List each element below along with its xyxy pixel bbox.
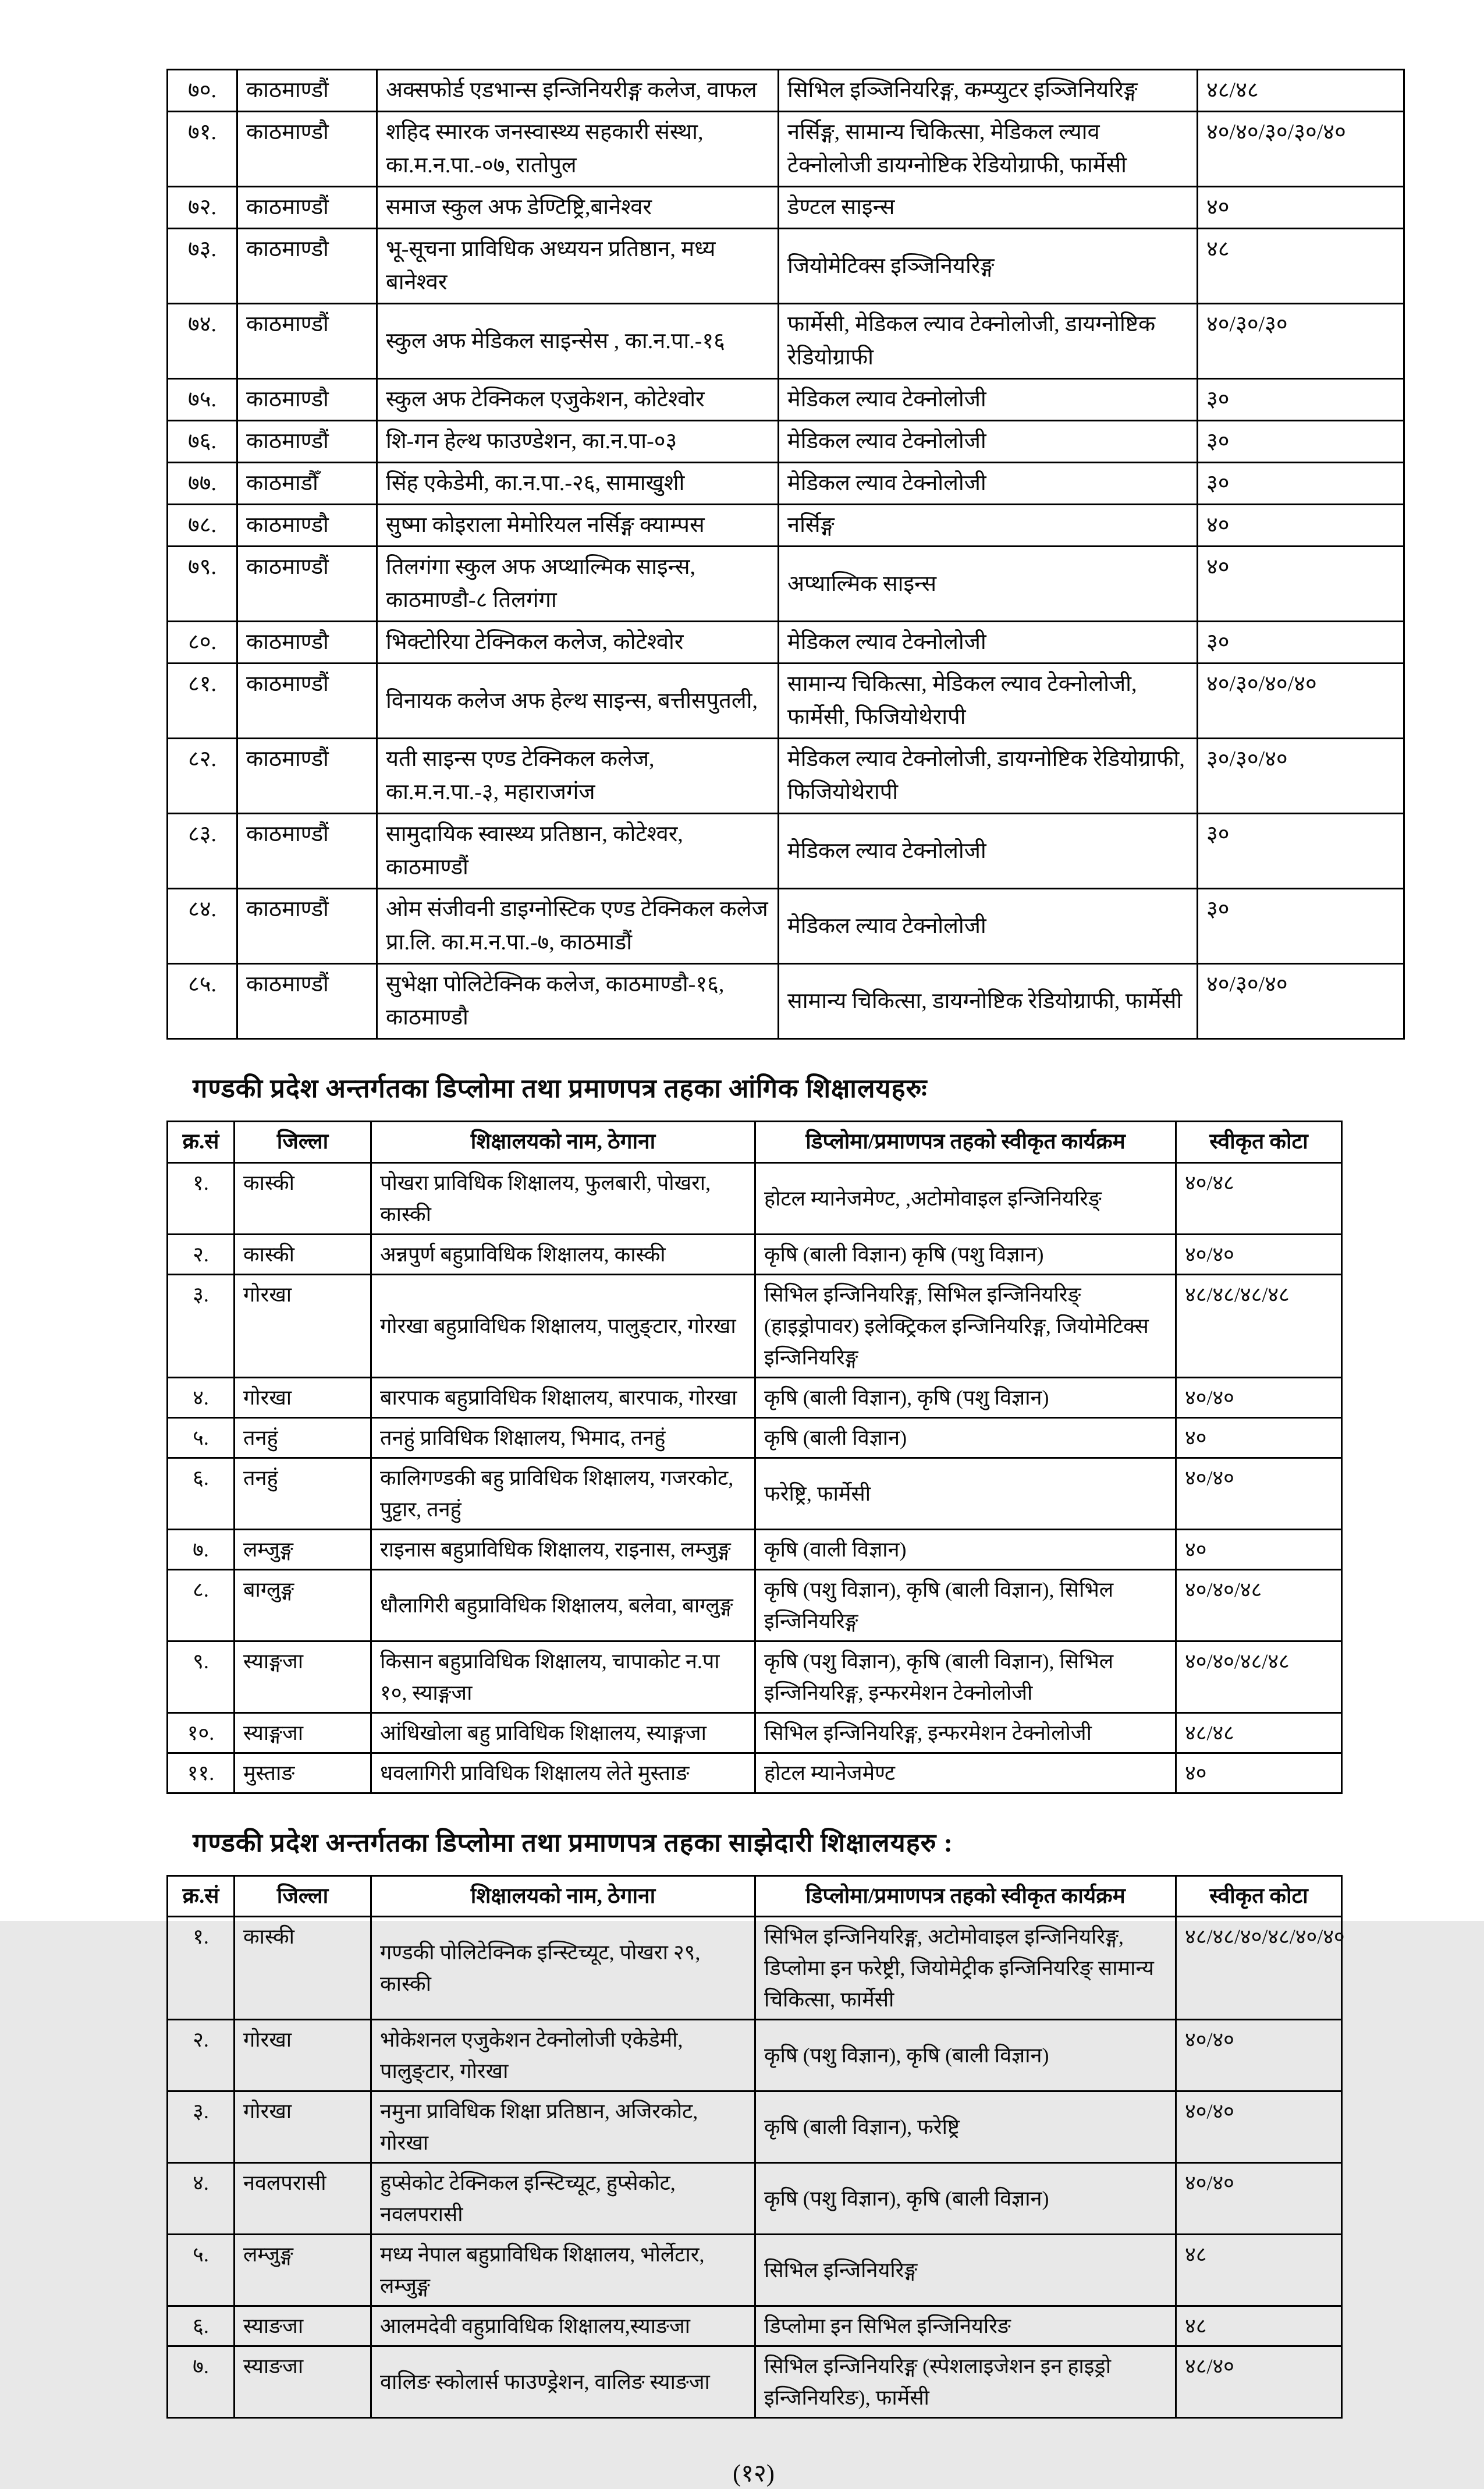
table-row	[168, 379, 1404, 421]
school-name-cell: शि-गन हेल्थ फाउण्डेशन, का.न.पा-०३	[377, 421, 779, 463]
programs-cell: कृषि (पशु विज्ञान), कृषि (बाली विज्ञान)	[755, 2163, 1176, 2235]
programs-cell: कृषि (पशु विज्ञान), कृषि (बाली विज्ञान), सिभिल इन्जिनियरिङ्ग, इन्फरमेशन टेक्नोलोजी	[755, 1641, 1176, 1712]
programs-cell: कृषि (बाली विज्ञान), कृषि (पशु विज्ञान)	[755, 1377, 1176, 1417]
programs-cell: मेडिकल ल्याव टेक्नोलोजी	[779, 889, 1198, 964]
table-row	[168, 1917, 1342, 2020]
serial-number-cell: ७४.	[168, 304, 237, 379]
quota-cell: ४०/४०/४८/४८	[1176, 1641, 1342, 1712]
district-cell: काठमाण्डौं	[237, 664, 377, 739]
programs-cell: नर्सिङ्ग, सामान्य चिकित्सा, मेडिकल ल्याव टेक्नोलोजी डायग्नोष्टिक रेडियोग्राफी, फार्मेसी	[779, 112, 1198, 187]
serial-number-cell: ६.	[168, 2306, 235, 2346]
header-district: जिल्ला	[235, 1122, 371, 1163]
table-row	[168, 70, 1404, 112]
header-approved-programs: डिप्लोमा/प्रमाणपत्र तहको स्वीकृत कार्यक्रम	[755, 1875, 1176, 1917]
serial-number-cell: ७३.	[168, 229, 237, 304]
table-row	[168, 547, 1404, 622]
quota-cell: ४०/४०	[1176, 2163, 1342, 2235]
district-cell: काठमाण्डौं	[237, 964, 377, 1039]
header-approved-quota: स्वीकृत कोटा	[1176, 1122, 1342, 1163]
district-cell: काठमाडौँ	[237, 463, 377, 505]
school-name-cell: ओम संजीवनी डाइग्नोस्टिक एण्ड टेक्निकल कलेज प्रा.लि. का.म.न.पा.-७, काठमाडौं	[377, 889, 779, 964]
quota-cell: ४०	[1198, 547, 1404, 622]
serial-number-cell: ६.	[168, 1458, 235, 1529]
quota-cell: ३०	[1198, 814, 1404, 889]
programs-cell: कृषि (बाली विज्ञान) कृषि (पशु विज्ञान)	[755, 1234, 1176, 1274]
school-name-cell: विनायक कलेज अफ हेल्थ साइन्स, बत्तीसपुतली,	[377, 664, 779, 739]
school-name-cell: धवलागिरी प्राविधिक शिक्षालय लेते मुस्ताङ	[371, 1753, 755, 1793]
programs-cell: मेडिकल ल्याव टेक्नोलोजी	[779, 622, 1198, 664]
programs-cell: कृषि (बाली विज्ञान)	[755, 1417, 1176, 1458]
quota-cell: ४०	[1198, 187, 1404, 229]
serial-number-cell: २.	[168, 1234, 235, 1274]
programs-cell: कृषि (पशु विज्ञान), कृषि (बाली विज्ञान)	[755, 2020, 1176, 2091]
table-row	[168, 1712, 1342, 1753]
serial-number-cell: ७.	[168, 1529, 235, 1569]
programs-cell: मेडिकल ल्याव टेक्नोलोजी	[779, 463, 1198, 505]
district-cell: काठमाण्डौ	[237, 229, 377, 304]
header-district: जिल्ला	[235, 1875, 371, 1917]
serial-number-cell: ५.	[168, 2235, 235, 2306]
quota-cell: ४८/४०	[1176, 2346, 1342, 2418]
table-row	[168, 1569, 1342, 1641]
school-name-cell: तनहुं प्राविधिक शिक्षालय, भिमाद, तनहुं	[371, 1417, 755, 1458]
programs-cell: डेण्टल साइन्स	[779, 187, 1198, 229]
district-cell: कास्की	[235, 1162, 371, 1234]
school-name-cell: बारपाक बहुप्राविधिक शिक्षालय, बारपाक, गोरखा	[371, 1377, 755, 1417]
serial-number-cell: ७९.	[168, 547, 237, 622]
programs-cell: मेडिकल ल्याव टेक्नोलोजी	[779, 421, 1198, 463]
programs-cell: फार्मेसी, मेडिकल ल्याव टेक्नोलोजी, डायग्नोष्टिक रेडियोग्राफी	[779, 304, 1198, 379]
header-serial-number: क्र.सं	[168, 1875, 235, 1917]
quota-cell: ४०	[1176, 1753, 1342, 1793]
table-row	[168, 664, 1404, 739]
serial-number-cell: ७१.	[168, 112, 237, 187]
header-approved-programs: डिप्लोमा/प्रमाणपत्र तहको स्वीकृत कार्यक्रम	[755, 1122, 1176, 1163]
programs-cell: होटल म्यानेजमेण्ट, ,अटोमोवाइल इन्जिनियरिङ्	[755, 1162, 1176, 1234]
programs-cell: मेडिकल ल्याव टेक्नोलोजी	[779, 814, 1198, 889]
school-name-cell: स्कुल अफ मेडिकल साइन्सेस , का.न.पा.-१६	[377, 304, 779, 379]
serial-number-cell: ४.	[168, 2163, 235, 2235]
school-name-cell: भोकेशनल एजुकेशन टेक्नोलोजी एकेडेमी, पालुङ्टार, गोरखा	[371, 2020, 755, 2091]
programs-cell: मेडिकल ल्याव टेक्नोलोजी, डायग्नोष्टिक रेडियोग्राफी, फिजियोथेरापी	[779, 739, 1198, 814]
serial-number-cell: ४.	[168, 1377, 235, 1417]
programs-cell: सिभिल इन्जिनियरिङ्ग (स्पेशलाइजेशन इन हाइड्रो इन्जिनियरिङ), फार्मेसी	[755, 2346, 1176, 2418]
programs-cell: अप्थाल्मिक साइन्स	[779, 547, 1198, 622]
quota-cell: ४०/४०	[1176, 1377, 1342, 1417]
programs-cell: सामान्य चिकित्सा, डायग्नोष्टिक रेडियोग्राफी, फार्मेसी	[779, 964, 1198, 1039]
programs-cell: कृषि (पशु विज्ञान), कृषि (बाली विज्ञान), सिभिल इन्जिनियरिङ्ग	[755, 1569, 1176, 1641]
programs-cell: सिभिल इन्जिनियरिङ्ग, इन्फरमेशन टेक्नोलोजी	[755, 1712, 1176, 1753]
district-cell: काठमाण्डौ	[237, 622, 377, 664]
school-name-cell: पोखरा प्राविधिक शिक्षालय, फुलबारी, पोखरा, कास्की	[371, 1162, 755, 1234]
serial-number-cell: ७०.	[168, 70, 237, 112]
school-name-cell: यती साइन्स एण्ड टेक्निकल कलेज, का.म.न.पा.-३, महाराजगंज	[377, 739, 779, 814]
table-row	[168, 889, 1404, 964]
table-row	[168, 1377, 1342, 1417]
quota-cell: ४८/४८	[1198, 70, 1404, 112]
school-name-cell: वालिङ स्कोलार्स फाउण्ड्रेशन, वालिङ स्याङजा	[371, 2346, 755, 2418]
district-cell: तनहुं	[235, 1458, 371, 1529]
school-name-cell: धौलागिरी बहुप्राविधिक शिक्षालय, बलेवा, बाग्लुङ्ग	[371, 1569, 755, 1641]
serial-number-cell: ८४.	[168, 889, 237, 964]
programs-cell: सिभिल इन्जिनियरिङ्ग, अटोमोवाइल इन्जिनियरिङ्ग, डिप्लोमा इन फरेष्ट्री, जियोमेट्रीक इन्जिनियरिङ् सामान्य चिकित्सा, फार्मेसी	[755, 1917, 1176, 2020]
school-name-cell: किसान बहुप्राविधिक शिक्षालय, चापाकोट न.पा १०, स्याङ्गजा	[371, 1641, 755, 1712]
district-cell: स्याङजा	[235, 2346, 371, 2418]
serial-number-cell: १.	[168, 1162, 235, 1234]
school-name-cell: कालिगण्डकी बहु प्राविधिक शिक्षालय, गजरकोट, पुट्टार, तनहुं	[371, 1458, 755, 1529]
quota-cell: ३०	[1198, 379, 1404, 421]
district-cell: काठमाण्डौं	[237, 187, 377, 229]
serial-number-cell: ८३.	[168, 814, 237, 889]
organic-schools-table	[166, 1121, 1343, 1794]
quota-cell: ४८/४८/४८/४८	[1176, 1274, 1342, 1377]
programs-cell: कृषि (वाली विज्ञान)	[755, 1529, 1176, 1569]
district-cell: स्याङ्गजा	[235, 1712, 371, 1753]
table-row	[168, 1234, 1342, 1274]
serial-number-cell: ७२.	[168, 187, 237, 229]
school-name-cell: समाज स्कुल अफ डेण्टिष्ट्रि,बानेश्वर	[377, 187, 779, 229]
district-cell: काठमाण्डौं	[237, 70, 377, 112]
table-row	[168, 739, 1404, 814]
table-row	[168, 463, 1404, 505]
school-name-cell: स्कुल अफ टेक्निकल एजुकेशन, कोटेश्वोर	[377, 379, 779, 421]
table-row	[168, 1417, 1342, 1458]
serial-number-cell: ८२.	[168, 739, 237, 814]
district-cell: नवलपरासी	[235, 2163, 371, 2235]
district-cell: लम्जुङ्ग	[235, 1529, 371, 1569]
table-row	[168, 1641, 1342, 1712]
quota-cell: ३०	[1198, 421, 1404, 463]
serial-number-cell: ३.	[168, 1274, 235, 1377]
serial-number-cell: ८१.	[168, 664, 237, 739]
district-cell: काठमाण्डौ	[237, 379, 377, 421]
serial-number-cell: ७.	[168, 2346, 235, 2418]
programs-cell: मेडिकल ल्याव टेक्नोलोजी	[779, 379, 1198, 421]
section-heading-partnership: गण्डकी प्रदेश अन्तर्गतका डिप्लोमा तथा प्रमाणपत्र तहका साझेदारी शिक्षालयहरु :	[193, 1828, 953, 1857]
school-name-cell: राइनास बहुप्राविधिक शिक्षालय, राइनास, लम्जुङ्ग	[371, 1529, 755, 1569]
quota-cell: ४०/४०	[1176, 1234, 1342, 1274]
table-row	[168, 187, 1404, 229]
programs-cell: फरेष्ट्रि, फार्मेसी	[755, 1458, 1176, 1529]
district-cell: काठमाण्डौं	[237, 547, 377, 622]
table-row	[168, 964, 1404, 1039]
header-serial-number: क्र.सं	[168, 1122, 235, 1163]
table-row	[168, 2235, 1342, 2306]
header-school-name-address: शिक्षालयको नाम, ठेगाना	[371, 1875, 755, 1917]
serial-number-cell: ८०.	[168, 622, 237, 664]
programs-cell: डिप्लोमा इन सिभिल इन्जिनियरिङ	[755, 2306, 1176, 2346]
serial-number-cell: १०.	[168, 1712, 235, 1753]
district-cell: काठमाण्डौ	[237, 112, 377, 187]
quota-cell: ४०/४०	[1176, 2020, 1342, 2091]
table-row	[168, 2163, 1342, 2235]
school-name-cell: अन्नपुर्ण बहुप्राविधिक शिक्षालय, कास्की	[371, 1234, 755, 1274]
header-school-name-address: शिक्षालयको नाम, ठेगाना	[371, 1122, 755, 1163]
quota-cell: ४८	[1176, 2306, 1342, 2346]
quota-cell: ३०	[1198, 463, 1404, 505]
table-row	[168, 2346, 1342, 2418]
serial-number-cell: ८५.	[168, 964, 237, 1039]
programs-cell: सामान्य चिकित्सा, मेडिकल ल्याव टेक्नोलोजी, फार्मेसी, फिजियोथेरापी	[779, 664, 1198, 739]
table-row	[168, 622, 1404, 664]
quota-cell: ४०/४०	[1176, 1458, 1342, 1529]
serial-number-cell: ९.	[168, 1641, 235, 1712]
header-approved-quota: स्वीकृत कोटा	[1176, 1875, 1342, 1917]
school-name-cell: सुभेक्षा पोलिटेक्निक कलेज, काठमाण्डौ-१६, काठमाण्डौ	[377, 964, 779, 1039]
school-name-cell: अक्सफोर्ड एडभान्स इन्जिनियरीङ्ग कलेज, वाफल	[377, 70, 779, 112]
school-name-cell: भिक्टोरिया टेक्निकल कलेज, कोटेश्वोर	[377, 622, 779, 664]
quota-cell: ४०/३०/४०	[1198, 964, 1404, 1039]
quota-cell: ४०	[1176, 1417, 1342, 1458]
table-row	[168, 112, 1404, 187]
table-row	[168, 229, 1404, 304]
quota-cell: ४०	[1198, 505, 1404, 547]
table-row	[168, 1529, 1342, 1569]
quota-cell: ३०	[1198, 889, 1404, 964]
school-name-cell: सुष्मा कोइराला मेमोरियल नर्सिङ्ग क्याम्पस	[377, 505, 779, 547]
district-cell: कास्की	[235, 1917, 371, 2020]
serial-number-cell: ७७.	[168, 463, 237, 505]
quota-cell: ४८/४८	[1176, 1712, 1342, 1753]
quota-cell: ४०/४०/३०/३०/४०	[1198, 112, 1404, 187]
programs-cell: नर्सिङ्ग	[779, 505, 1198, 547]
school-name-cell: आंधिखोला बहु प्राविधिक शिक्षालय, स्याङ्गजा	[371, 1712, 755, 1753]
table-row	[168, 421, 1404, 463]
page-number: (१२)	[733, 2460, 775, 2487]
table-row	[168, 2020, 1342, 2091]
school-name-cell: गोरखा बहुप्राविधिक शिक्षालय, पालुङ्टार, गोरखा	[371, 1274, 755, 1377]
table-row	[168, 304, 1404, 379]
school-name-cell: आलमदेवी वहुप्राविधिक शिक्षालय,स्याङजा	[371, 2306, 755, 2346]
partnership-schools-table	[166, 1875, 1343, 2419]
district-cell: काठमाण्डौं	[237, 421, 377, 463]
serial-number-cell: ७५.	[168, 379, 237, 421]
table-row	[168, 2306, 1342, 2346]
school-name-cell: सामुदायिक स्वास्थ्य प्रतिष्ठान, कोटेश्वर, काठमाण्डौं	[377, 814, 779, 889]
district-cell: काठमाण्डौं	[237, 739, 377, 814]
district-cell: गोरखा	[235, 1377, 371, 1417]
quota-cell: ४८	[1198, 229, 1404, 304]
quota-cell: ४०/४०	[1176, 2091, 1342, 2163]
school-name-cell: सिंह एकेडेमी, का.न.पा.-२६, सामाखुशी	[377, 463, 779, 505]
table-row	[168, 814, 1404, 889]
quota-cell: ४८	[1176, 2235, 1342, 2306]
school-name-cell: हुप्सेकोट टेक्निकल इन्स्टिच्यूट, हुप्सेकोट, नवलपरासी	[371, 2163, 755, 2235]
school-name-cell: गण्डकी पोलिटेक्निक इन्स्टिच्यूट, पोखरा २९, कास्की	[371, 1917, 755, 2020]
district-cell: काठमाण्डौ	[237, 505, 377, 547]
serial-number-cell: ७६.	[168, 421, 237, 463]
programs-cell: कृषि (बाली विज्ञान), फरेष्ट्रि	[755, 2091, 1176, 2163]
serial-number-cell: ७८.	[168, 505, 237, 547]
school-name-cell: तिलगंगा स्कुल अफ अप्थाल्मिक साइन्स, काठमाण्डौ-८ तिलगंगा	[377, 547, 779, 622]
quota-cell: ४०/३०/४०/४०	[1198, 664, 1404, 739]
quota-cell: ४०/४०/४८	[1176, 1569, 1342, 1641]
table-row	[168, 1274, 1342, 1377]
district-cell: लम्जुङ्ग	[235, 2235, 371, 2306]
table-header-row	[168, 1122, 1342, 1163]
quota-cell: ३०/३०/४०	[1198, 739, 1404, 814]
district-cell: स्याङजा	[235, 2306, 371, 2346]
serial-number-cell: ११.	[168, 1753, 235, 1793]
programs-cell: सिभिल इन्जिनियरिङ्ग	[755, 2235, 1176, 2306]
school-name-cell: शहिद स्मारक जनस्वास्थ्य सहकारी संस्था, का.म.न.पा.-०७, रातोपुल	[377, 112, 779, 187]
table-row	[168, 2091, 1342, 2163]
district-cell: गोरखा	[235, 2091, 371, 2163]
table-row	[168, 1162, 1342, 1234]
district-cell: काठमाण्डौं	[237, 814, 377, 889]
district-cell: काठमाण्डौं	[237, 304, 377, 379]
quota-cell: ३०	[1198, 622, 1404, 664]
district-cell: कास्की	[235, 1234, 371, 1274]
quota-cell: ४०/४८	[1176, 1162, 1342, 1234]
quota-cell: ४०/३०/३०	[1198, 304, 1404, 379]
school-name-cell: भू-सूचना प्राविधिक अध्ययन प्रतिष्ठान, मध्य बानेश्वर	[377, 229, 779, 304]
school-name-cell: मध्य नेपाल बहुप्राविधिक शिक्षालय, भोर्लेटार, लम्जुङ्ग	[371, 2235, 755, 2306]
table-row	[168, 505, 1404, 547]
quota-cell: ४८/४८/४०/४८/४०/४०	[1176, 1917, 1342, 2020]
table-row	[168, 1458, 1342, 1529]
serial-number-cell: २.	[168, 2020, 235, 2091]
table-header-row	[168, 1875, 1342, 1917]
programs-cell: जियोमेटिक्स इञ्जिनियरिङ्ग	[779, 229, 1198, 304]
quota-cell: ४०	[1176, 1529, 1342, 1569]
serial-number-cell: १.	[168, 1917, 235, 2020]
district-cell: गोरखा	[235, 2020, 371, 2091]
programs-cell: होटल म्यानेजमेण्ट	[755, 1753, 1176, 1793]
district-cell: बाग्लुङ्ग	[235, 1569, 371, 1641]
programs-cell: सिभिल इञ्जिनियरिङ्ग, कम्प्युटर इञ्जिनियरिङ्ग	[779, 70, 1198, 112]
serial-number-cell: ५.	[168, 1417, 235, 1458]
table-row	[168, 1753, 1342, 1793]
section-heading-organic: गण्डकी प्रदेश अन्तर्गतका डिप्लोमा तथा प्रमाणपत्र तहका आंगिक शिक्षालयहरुः	[193, 1074, 928, 1103]
programs-cell: सिभिल इन्जिनियरिङ्ग, सिभिल इन्जिनियरिङ् (हाइड्रोपावर) इलेक्ट्रिकल इन्जिनियरिङ्ग, जियोमेटिक्स इन्जिनियरिङ्ग	[755, 1274, 1176, 1377]
district-cell: गोरखा	[235, 1274, 371, 1377]
serial-number-cell: ३.	[168, 2091, 235, 2163]
serial-number-cell: ८.	[168, 1569, 235, 1641]
district-cell: तनहुं	[235, 1417, 371, 1458]
district-cell: काठमाण्डौं	[237, 889, 377, 964]
school-name-cell: नमुना प्राविधिक शिक्षा प्रतिष्ठान, अजिरकोट, गोरखा	[371, 2091, 755, 2163]
district-cell: स्याङ्गजा	[235, 1641, 371, 1712]
district-cell: मुस्ताङ	[235, 1753, 371, 1793]
institutions-table-continued	[166, 69, 1405, 1040]
